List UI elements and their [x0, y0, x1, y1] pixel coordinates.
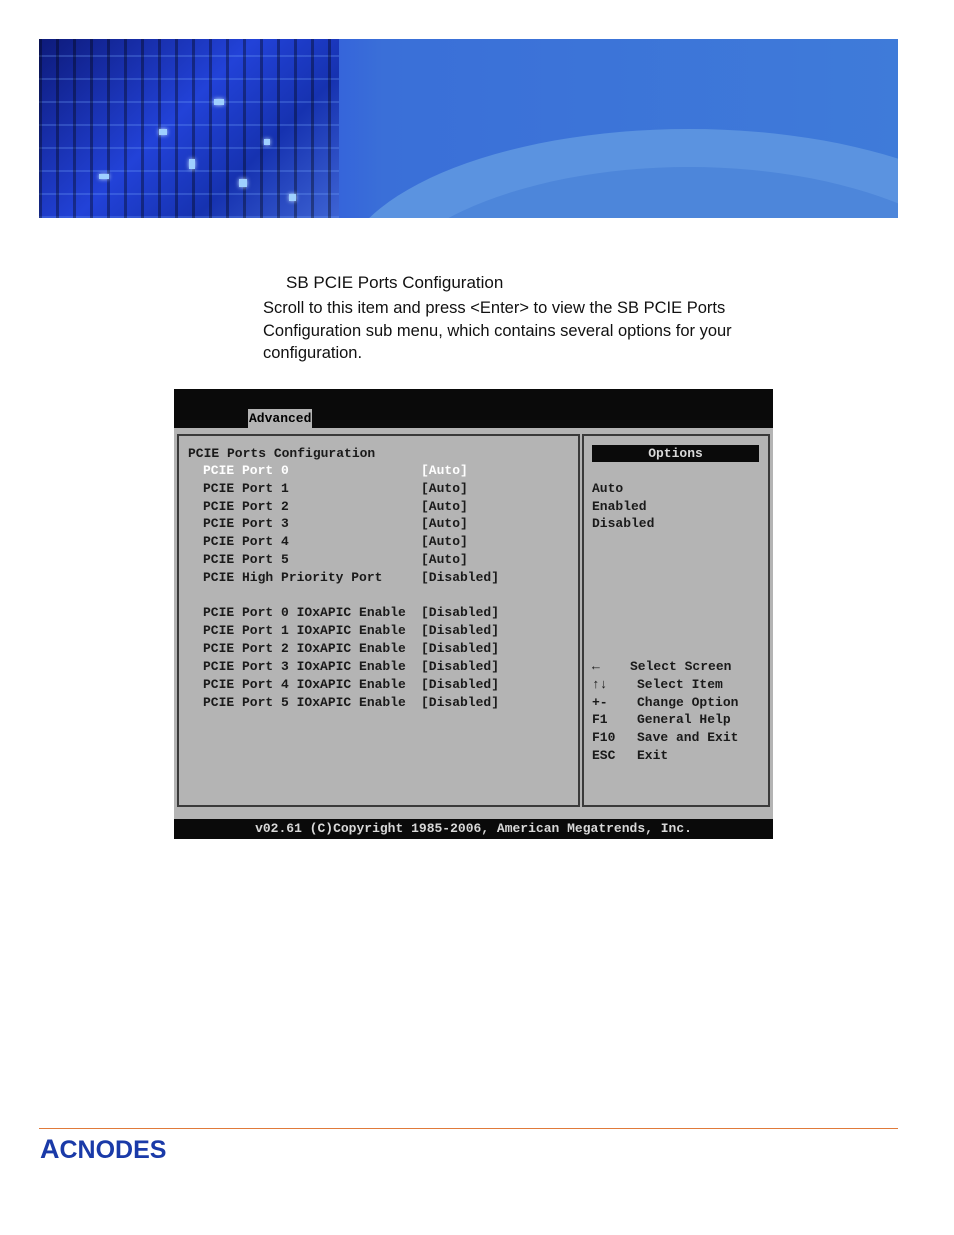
help-desc: General Help	[637, 712, 731, 727]
help-desc: Exit	[637, 748, 669, 763]
setting-label[interactable]: PCIE Port 4	[203, 534, 289, 549]
setting-value[interactable]: [Disabled]	[421, 623, 500, 638]
board-component	[264, 139, 270, 145]
logo-text: CNODES	[59, 1136, 167, 1164]
board-component	[214, 99, 224, 105]
bios-menu-bar	[174, 389, 773, 428]
setting-value[interactable]: [Auto]	[421, 463, 468, 478]
setting-label[interactable]: PCIE Port 3	[203, 516, 289, 531]
board-component	[239, 179, 247, 187]
setting-value[interactable]: [Auto]	[421, 552, 468, 567]
setting-label[interactable]: PCIE Port 4 IOxAPIC Enable	[203, 677, 406, 692]
help-desc: Select Screen	[630, 659, 732, 674]
options-header: Options	[592, 445, 759, 462]
section-description: Scroll to this item and press <Enter> to view the SB PCIE Ports Configuration sub menu, which contains several options for your configuration.	[263, 299, 732, 362]
footer-divider	[39, 1128, 898, 1129]
setting-value[interactable]: [Auto]	[421, 481, 468, 496]
help-desc: Select Item	[637, 677, 723, 692]
circuit-board-image	[39, 39, 339, 218]
setting-label[interactable]: PCIE Port 3 IOxAPIC Enable	[203, 659, 406, 674]
section-title: SB PCIE Ports Configuration	[286, 273, 504, 292]
setting-label[interactable]: PCIE Port 2	[203, 499, 289, 514]
setting-value[interactable]: [Disabled]	[421, 570, 500, 585]
option-item[interactable]: Disabled	[592, 516, 655, 531]
setting-value[interactable]: [Auto]	[421, 516, 468, 531]
tab-advanced[interactable]: Advanced	[249, 411, 312, 426]
board-component	[289, 194, 296, 201]
setting-label[interactable]: PCIE Port 2 IOxAPIC Enable	[203, 641, 406, 656]
help-key: ↑↓	[592, 677, 608, 692]
setting-value[interactable]: [Auto]	[421, 534, 468, 549]
option-item[interactable]: Auto	[592, 481, 624, 496]
logo-initial: A	[40, 1134, 60, 1164]
board-component	[189, 159, 195, 169]
header-banner	[39, 39, 898, 218]
setting-value[interactable]: [Auto]	[421, 499, 468, 514]
setting-label[interactable]: PCIE Port 0 IOxAPIC Enable	[203, 605, 406, 620]
setting-value[interactable]: [Disabled]	[421, 641, 500, 656]
setting-value[interactable]: [Disabled]	[421, 677, 500, 692]
setting-label[interactable]: PCIE High Priority Port	[203, 570, 383, 585]
setting-value[interactable]: [Disabled]	[421, 695, 500, 710]
setting-label[interactable]: PCIE Port 1 IOxAPIC Enable	[203, 623, 406, 638]
setting-value[interactable]: [Disabled]	[421, 605, 500, 620]
board-component	[99, 174, 109, 179]
help-desc: Change Option	[637, 695, 739, 710]
help-key: +-	[592, 695, 608, 710]
setting-label[interactable]: PCIE Port 0	[203, 463, 289, 478]
acnodes-logo	[40, 1134, 166, 1165]
setting-label[interactable]: PCIE Port 5	[203, 552, 289, 567]
bios-copyright-bar: v02.61 (C)Copyright 1985-2006, American Megatrends, Inc.	[174, 819, 773, 839]
help-key: ESC	[592, 748, 616, 763]
setting-label[interactable]: PCIE Port 5 IOxAPIC Enable	[203, 695, 406, 710]
help-key: F10	[592, 730, 616, 745]
settings-heading: PCIE Ports Configuration	[188, 446, 376, 461]
bios-screen	[174, 389, 773, 839]
option-item[interactable]: Enabled	[592, 499, 647, 514]
board-component	[159, 129, 167, 135]
help-key: F1	[592, 712, 608, 727]
setting-value[interactable]: [Disabled]	[421, 659, 500, 674]
help-key: ←	[592, 659, 600, 674]
help-desc: Save and Exit	[637, 730, 739, 745]
setting-label[interactable]: PCIE Port 1	[203, 481, 289, 496]
